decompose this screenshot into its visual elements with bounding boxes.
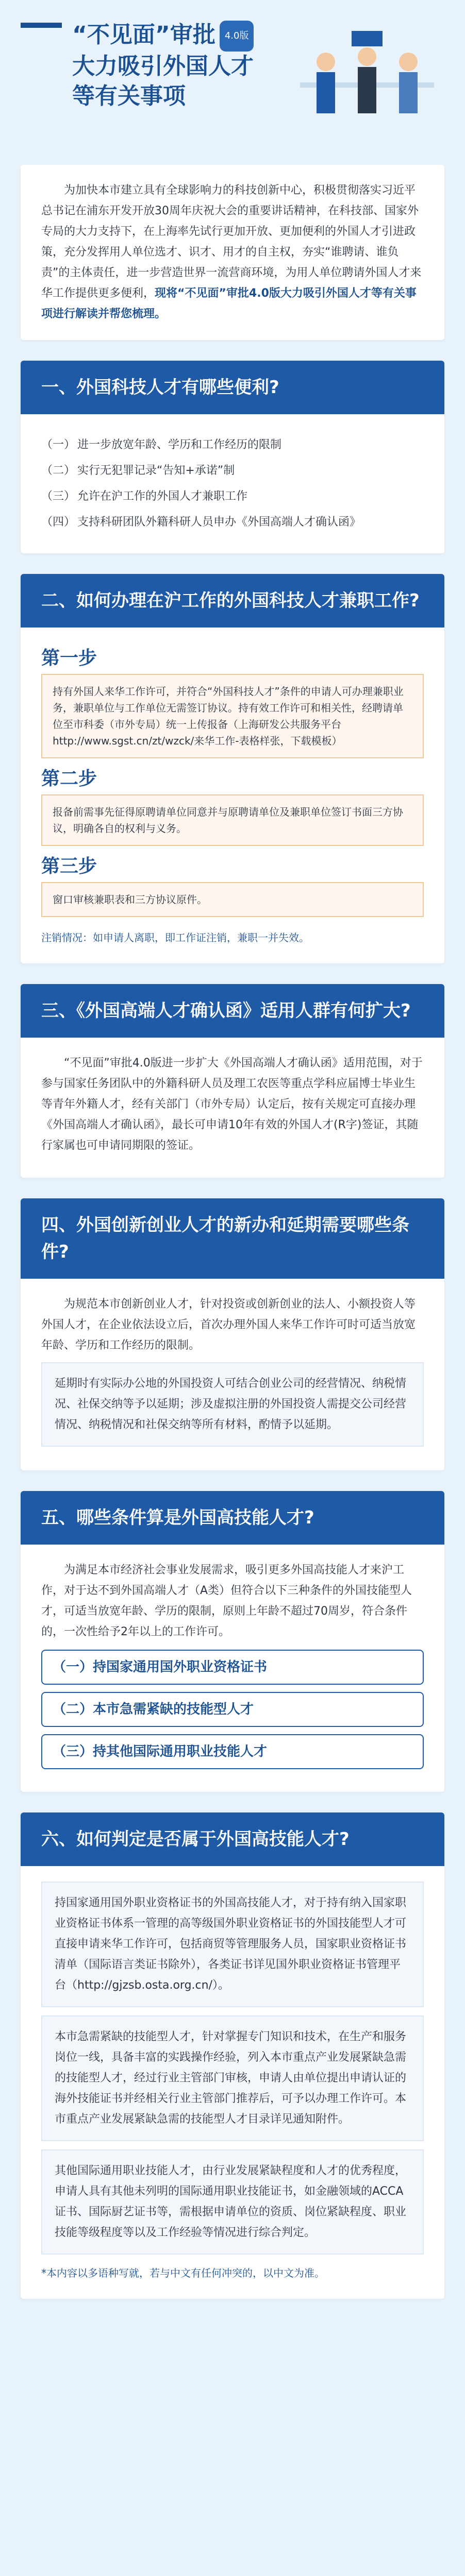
section-3-title: 三、《外国高端人才确认函》适用人群有何扩大? [21,984,444,1038]
intro-bold: 现将“不见面”审批4.0版大力吸引外国人才等有关事项进行解读并帮您梳理。 [41,287,417,320]
section-6-body [21,1866,444,2299]
hero-title-1: “不见面”审批 [72,22,215,48]
section-5 [21,1491,444,1792]
section-6-paragraph-3: 其他国际通用职业技能人才，由行业发展紧缺程度和人才的优秀程度，申请人具有其他未列明的国际通用职业技能证书，如金融领域的ACCA证书、国际厨艺证书等，需根据申请单位的资质、岗位紧缺程度、职业技能等级程度等以及工作经验等情况进行综合判定。 [41,2149,424,2255]
section-3-body [21,1038,444,1178]
section-5-title: 五、哪些条件算是外国高技能人才? [21,1491,444,1545]
step-2-text: 报备前需事先征得原聘请单位同意并与原聘请单位及兼职单位签订书面三方协议，明确各自的权利与义务。 [41,794,424,846]
list-number: （四） [41,516,76,529]
condition-item: （二）本市急需紧缺的技能型人才 [41,1692,424,1727]
step-2-title: 第二步 [41,768,97,789]
hero-title-3: 等有关事项 [72,83,186,109]
step-3-title: 第三步 [41,856,97,877]
section-6 [21,1812,444,2299]
hero-title-2: 大力吸引外国人才 [72,53,254,79]
section-2 [21,574,444,963]
section-4-paragraph-2: 延期时有实际办公地的外国投资人可结合创业公司的经营情况、纳税情况、社保交纳等予以延期；涉及虚拟注册的外国投资人需提交公司经营情况、纳税情况和社保交纳等所有材料，酌情予以延期。 [41,1362,424,1447]
list-text: 进一步放宽年龄、学历和工作经历的限制 [77,438,282,451]
section-5-body [21,1545,444,1792]
list-number: （二） [41,464,76,477]
condition-item: （一）持国家通用国外职业资格证书 [41,1650,424,1685]
people-illustration-icon [290,21,444,149]
section-6-title: 六、如何判定是否属于外国高技能人才? [21,1812,444,1866]
section-2-note: 注销情况：如申请人离职，即工作证注销，兼职一并失效。 [41,931,309,944]
step-1-title: 第一步 [41,648,97,669]
step-3-text: 窗口审核兼职表和三方协议原件。 [41,882,424,917]
intro-text: 为加快本市建立具有全球影响力的科技创新中心，积极贯彻落实习近平总书记在浦东开发开放30周年庆祝大会的重要讲话精神，在科技部、国家外专局的大力支持下，在上海率先试行更加开放、更加便利的外国人才引进政策，充分发挥用人单位选才、识才、用才的自主权，夯实“谁聘请、谁负责”的主体责任，进一步营造世界一流营商环境，为用人单位聘请外国人才来华工作提供更多便利， [41,184,422,300]
section-2-title: 二、如何办理在沪工作的外国科技人才兼职工作? [21,574,444,628]
list-number: （三） [41,490,76,503]
hero [0,0,465,155]
list-item [41,512,424,533]
section-4 [21,1198,444,1470]
section-4-body [21,1279,444,1470]
list-text: 允许在沪工作的外国人才兼职工作 [77,490,248,503]
list-number: （一） [41,438,76,451]
hero-bar [21,23,62,28]
section-1 [21,361,444,553]
section-5-text: 为满足本市经济社会事业发展需求，吸引更多外国高技能人才来沪工作，对于达不到外国高端人才（A类）但符合以下三种条件的外国技能型人才，可适当放宽年龄、学历的限制，原则上年龄不超过70周岁，符合条件的，一次性给予2年以上的工作许可。 [41,1564,412,1638]
step-1-text: 持有外国人来华工作许可，并符合“外国科技人才”条件的申请人可办理兼职业务，兼职单位与工作单位无需签订协议。持有效工作许可和相关性，经聘请单位至市科委（市外专局）统一上传报备（上海研发公共服务平台 http://www.sgst.cn/zt/wzck/来华工作-表格样张，下载模板） [41,674,424,758]
section-6-paragraph-1: 持国家通用国外职业资格证书的外国高技能人才，对于持有纳入国家职业资格证书体系一管理的高等级国外职业资格证书的外国技能型人才可直接申请来华工作许可，包括商贸等管理服务人员，国家职业资格证书清单（国际语言类证书除外），各类证书详见国外职业资格证书管理平台（http://gjzsb.osta.org.cn/）。 [41,1882,424,2007]
list-text: 支持科研团队外籍科研人员申办《外国高端人才确认函》 [77,516,361,529]
disclaimer: *本内容以多语种写就，若与中文有任何冲突的，以中文为准。 [41,2267,325,2279]
list-item [41,486,424,507]
intro [21,165,444,340]
section-4-title: 四、外国创新创业人才的新办和延期需要哪些条件? [21,1198,444,1279]
list-item [41,435,424,455]
section-3 [21,984,444,1178]
list-text: 实行无犯罪记录“告知+承诺”制 [77,464,235,477]
section-3-text: “不见面”审批4.0版进一步扩大《外国高端人才确认函》适用范围，对于参与国家任务团队中的外籍科研人员及理工农医等重点学科应届博士毕业生等青年外籍人才，经有关部门（市外专局）认定后，按有关规定可直接办理《外国高端人才确认函》，最长可申请10年有效的外国人才(R字)签证，其随行家属也可申请同期限的签证。 [41,1057,423,1152]
section-4-paragraph-1: 为规范本市创新创业人才，针对投资或创新创业的法人、小额投资人等外国人才，在企业依法设立后，首次办理外国人来华工作许可时可适当放宽年龄、学历和工作经历的限制。 [41,1298,416,1352]
section-1-title: 一、外国科技人才有哪些便利? [21,361,444,414]
section-6-paragraph-2: 本市急需紧缺的技能型人才，针对掌握专门知识和技术，在生产和服务岗位一线，具备丰富的实践操作经验，列入本市重点产业发展紧缺急需的技能型人才，经过行业主管部门审核，申请人由单位提出申请认证的海外技能证书并经相关行业主管部门推荐后，可予以办理工作许可。本市重点产业发展紧缺急需的技能型人才目录详见通知附件。 [41,2015,424,2141]
list-item [41,461,424,481]
condition-item: （三）持其他国际通用职业技能人才 [41,1734,424,1769]
section-2-body [21,628,444,963]
version-badge: 4.0版 [220,21,254,52]
section-1-body [21,414,444,553]
